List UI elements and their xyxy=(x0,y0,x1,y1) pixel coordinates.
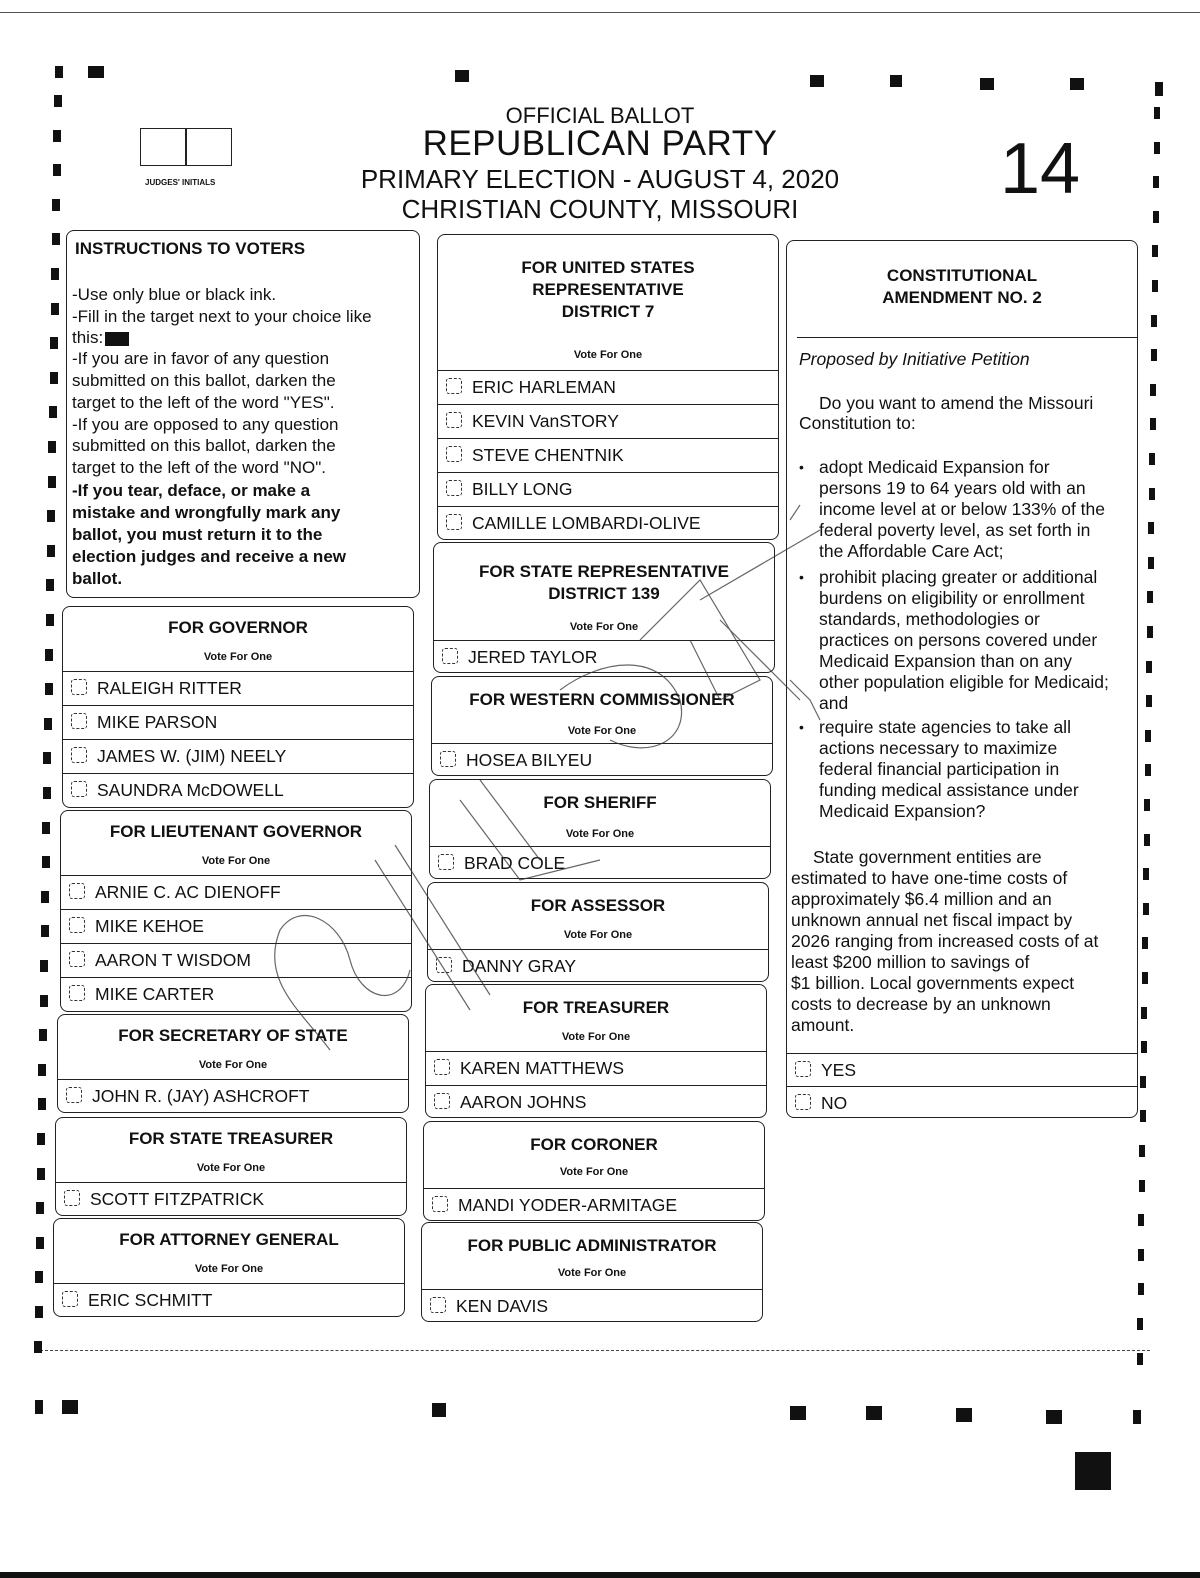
race-public-administrator xyxy=(421,1222,763,1322)
bullet-line: other population eligible for Medicaid; xyxy=(819,672,1109,692)
timing-mark xyxy=(1150,418,1156,430)
timing-mark xyxy=(52,233,60,245)
timing-mark xyxy=(51,303,59,315)
vote-target[interactable] xyxy=(71,713,87,729)
cost-line: approximately $6.4 million and an xyxy=(791,889,1052,909)
timing-mark xyxy=(47,510,55,522)
timing-mark xyxy=(1138,1214,1144,1226)
candidate-row[interactable] xyxy=(63,773,413,806)
cost-line: costs to decrease by an unknown xyxy=(791,994,1051,1014)
candidate-row[interactable] xyxy=(58,1079,408,1112)
bullet-line: Medicaid Expansion than on any xyxy=(819,651,1072,671)
candidate-name: HOSEA BILYEU xyxy=(466,750,593,770)
bullet-line: funding medical assistance under xyxy=(819,780,1079,800)
candidate-name: AARON T WISDOM xyxy=(95,950,251,970)
vote-target[interactable] xyxy=(69,985,85,1001)
instructions-box xyxy=(66,230,420,598)
vote-for-one: Vote For One xyxy=(561,1031,631,1043)
judge-initial-box-1[interactable] xyxy=(140,128,186,166)
timing-mark xyxy=(1144,799,1150,811)
timing-mark xyxy=(1153,211,1159,223)
instruction-line: target to the left of the word "YES". xyxy=(72,393,335,412)
bullet-line: income level at or below 133% of the xyxy=(819,499,1105,519)
vote-target[interactable] xyxy=(71,781,87,797)
candidate-name: MIKE CARTER xyxy=(95,984,215,1004)
office-title: FOR LIEUTENANT GOVERNOR xyxy=(109,822,363,841)
timing-mark xyxy=(1137,1318,1143,1330)
race-governor xyxy=(62,606,414,808)
vote-target[interactable] xyxy=(71,747,87,763)
instruction-line: -If you are in favor of any question xyxy=(72,349,330,368)
timing-mark xyxy=(49,406,57,418)
candidate-name: JERED TAYLOR xyxy=(468,647,598,667)
timing-mark xyxy=(1147,626,1153,638)
vote-target[interactable] xyxy=(64,1190,80,1206)
office-title: FOR STATE TREASURER xyxy=(128,1129,334,1148)
timing-mark xyxy=(51,268,59,280)
timing-mark xyxy=(35,1306,43,1318)
filled-target-example xyxy=(105,332,129,346)
vote-for-one: Vote For One xyxy=(196,1162,266,1174)
bullet-line: persons 19 to 64 years old with an xyxy=(819,478,1086,498)
candidate-row[interactable] xyxy=(63,705,413,738)
vote-target[interactable] xyxy=(62,1291,78,1307)
bullet-line: standards, methodologies or xyxy=(819,609,1040,629)
timing-mark xyxy=(1150,384,1156,396)
bullet-line: actions necessary to maximize xyxy=(819,738,1058,758)
timing-mark xyxy=(43,752,51,764)
timing-mark xyxy=(1151,315,1157,327)
timing-mark xyxy=(39,1029,47,1041)
vote-target[interactable] xyxy=(446,412,462,428)
yes-option-row[interactable] xyxy=(787,1053,1137,1086)
timing-mark xyxy=(47,545,55,557)
office-title-line: FOR UNITED STATES xyxy=(521,258,695,277)
office-title: FOR TREASURER xyxy=(522,998,670,1017)
candidate-name: JOHN R. (JAY) ASHCROFT xyxy=(92,1086,310,1106)
instruction-line: -If you tear, deface, or make a xyxy=(72,481,311,500)
timing-mark xyxy=(1152,280,1158,292)
timing-mark xyxy=(44,718,52,730)
timing-mark xyxy=(43,787,51,799)
candidate-row[interactable] xyxy=(428,949,768,982)
vote-target-yes[interactable] xyxy=(795,1061,811,1077)
race-assessor xyxy=(427,882,769,982)
race-state-treasurer xyxy=(55,1117,407,1216)
office-title: FOR ASSESSOR xyxy=(530,896,666,915)
timing-mark xyxy=(1141,1041,1147,1053)
timing-mark xyxy=(1147,591,1153,603)
candidate-name: JAMES W. (JIM) NEELY xyxy=(97,746,287,766)
vote-for-one: Vote For One xyxy=(557,1267,627,1279)
timing-mark xyxy=(1154,142,1160,154)
instruction-line: this: xyxy=(72,328,129,348)
vote-target[interactable] xyxy=(432,1196,448,1212)
vote-for-one: Vote For One xyxy=(569,621,639,633)
office-title-line: DISTRICT 7 xyxy=(561,302,655,321)
vote-for-one: Vote For One xyxy=(567,725,637,737)
candidate-row[interactable] xyxy=(61,909,411,942)
candidate-name: DANNY GRAY xyxy=(462,956,577,976)
candidate-row[interactable] xyxy=(426,1085,766,1118)
proposed-by: Proposed by Initiative Petition xyxy=(799,349,1030,369)
candidate-name: RALEIGH RITTER xyxy=(97,678,242,698)
timing-mark xyxy=(41,925,49,937)
bullet-dot: • xyxy=(799,459,804,475)
timing-mark xyxy=(1153,176,1159,188)
timing-mark xyxy=(42,856,50,868)
timing-mark xyxy=(1149,453,1155,465)
race-western-commissioner xyxy=(431,676,773,776)
vote-target[interactable] xyxy=(69,883,85,899)
timing-mark xyxy=(46,614,54,626)
cost-line: $1 billion. Local governments expect xyxy=(791,973,1075,993)
timing-mark xyxy=(1144,834,1150,846)
instruction-line: submitted on this ballot, darken the xyxy=(72,436,336,455)
office-title: FOR SHERIFF xyxy=(543,793,657,812)
timing-mark xyxy=(34,1341,42,1353)
candidate-name: KEN DAVIS xyxy=(456,1296,549,1316)
race-state-representative xyxy=(433,542,775,673)
timing-mark xyxy=(1138,1283,1144,1295)
timing-mark xyxy=(1137,1353,1143,1365)
bullet-dot: • xyxy=(799,569,804,585)
candidate-row[interactable] xyxy=(438,506,778,539)
cost-line: unknown annual net fiscal impact by xyxy=(791,910,1073,930)
office-title-line: DISTRICT 139 xyxy=(548,584,660,603)
timing-mark xyxy=(38,1064,46,1076)
cost-line: amount. xyxy=(791,1015,855,1035)
timing-mark xyxy=(1140,1076,1146,1088)
amendment-title-line: CONSTITUTIONAL xyxy=(886,266,1038,285)
office-title-line: FOR STATE REPRESENTATIVE xyxy=(479,562,729,581)
party-title: REPUBLICAN PARTY xyxy=(422,124,778,163)
candidate-row[interactable] xyxy=(438,404,778,437)
timing-mark xyxy=(42,822,50,834)
timing-mark xyxy=(1138,1249,1144,1261)
timing-mark xyxy=(38,1098,46,1110)
vote-for-one: Vote For One xyxy=(565,828,635,840)
candidate-name: STEVE CHENTNIK xyxy=(472,445,624,465)
timing-mark xyxy=(40,960,48,972)
timing-mark xyxy=(53,164,61,176)
no-option-row[interactable] xyxy=(787,1086,1137,1119)
candidate-row[interactable] xyxy=(63,739,413,772)
timing-mark xyxy=(1141,1007,1147,1019)
candidate-name: AARON JOHNS xyxy=(460,1092,587,1112)
vote-target[interactable] xyxy=(436,957,452,973)
cost-line: least $200 million to savings of xyxy=(791,952,1030,972)
candidate-row[interactable] xyxy=(426,1051,766,1084)
timing-mark xyxy=(45,649,53,661)
candidate-row[interactable] xyxy=(61,875,411,908)
scan-top-edge xyxy=(0,12,1200,13)
timing-mark xyxy=(41,891,49,903)
judges-initials-label: JUDGES' INITIALS xyxy=(145,178,216,187)
timing-mark xyxy=(1139,1145,1145,1157)
vote-target[interactable] xyxy=(434,1059,450,1075)
vote-for-one: Vote For One xyxy=(559,1166,629,1178)
candidate-name: MIKE PARSON xyxy=(97,712,218,732)
vote-target[interactable] xyxy=(438,854,454,870)
office-title: FOR PUBLIC ADMINISTRATOR xyxy=(467,1236,717,1255)
scan-bottom-edge xyxy=(0,1572,1200,1578)
timing-mark xyxy=(48,441,56,453)
timing-mark xyxy=(48,476,56,488)
race-secretary-of-state xyxy=(57,1014,409,1113)
vote-target[interactable] xyxy=(66,1087,82,1103)
timing-mark xyxy=(45,683,53,695)
timing-mark xyxy=(37,1133,45,1145)
candidate-row[interactable] xyxy=(56,1182,406,1215)
bullet-line: federal poverty level, as set forth in xyxy=(819,520,1091,540)
office-title-line: REPRESENTATIVE xyxy=(532,280,684,299)
candidate-row[interactable] xyxy=(54,1283,404,1316)
cut-line xyxy=(40,1350,1150,1351)
timing-mark xyxy=(1148,557,1154,569)
bullet-line: and xyxy=(819,693,849,713)
vote-target[interactable] xyxy=(430,1297,446,1313)
timing-mark xyxy=(50,372,58,384)
timing-mark xyxy=(1154,107,1160,119)
timing-mark xyxy=(54,95,62,107)
ballot-heading: OFFICIAL BALLOT xyxy=(505,103,695,128)
race-treasurer xyxy=(425,984,767,1118)
question-line: Do you want to amend the Missouri xyxy=(819,393,1094,413)
timing-mark xyxy=(1146,661,1152,673)
race-us-representative xyxy=(437,234,779,540)
judge-initial-box-2[interactable] xyxy=(186,128,232,166)
timing-mark xyxy=(1145,730,1151,742)
cost-line: estimated to have one-time costs of xyxy=(791,868,1068,888)
vote-target[interactable] xyxy=(446,514,462,530)
timing-mark xyxy=(52,199,60,211)
office-title: FOR ATTORNEY GENERAL xyxy=(119,1230,339,1249)
timing-mark xyxy=(1143,903,1149,915)
timing-mark xyxy=(1149,488,1155,500)
timing-mark xyxy=(1140,1110,1146,1122)
vote-target[interactable] xyxy=(69,951,85,967)
bullet-dot: • xyxy=(799,719,804,735)
candidate-name: ARNIE C. AC DIENOFF xyxy=(95,882,281,902)
candidate-row[interactable] xyxy=(438,438,778,471)
timing-mark xyxy=(1151,349,1157,361)
cost-line: State government entities are xyxy=(813,847,1042,867)
timing-mark xyxy=(35,1271,43,1283)
cost-line: 2026 ranging from increased costs of at xyxy=(791,931,1099,951)
instruction-line: target to the left of the word "NO". xyxy=(72,458,326,477)
candidate-name: ERIC SCHMITT xyxy=(88,1290,213,1310)
timing-mark xyxy=(46,579,54,591)
office-title: FOR WESTERN COMMISSIONER xyxy=(469,690,735,709)
candidate-row[interactable] xyxy=(63,671,413,704)
vote-target[interactable] xyxy=(69,917,85,933)
candidate-row[interactable] xyxy=(422,1289,762,1322)
bullet-line: prohibit placing greater or additional xyxy=(819,567,1098,587)
bullet-line: practices on persons covered under xyxy=(819,630,1098,650)
bullet-line: burdens on eligibility or enrollment xyxy=(819,588,1085,608)
ballot-number: 14 xyxy=(1000,129,1081,209)
instruction-line: -If you are opposed to any question xyxy=(72,415,339,434)
timing-mark xyxy=(36,1237,44,1249)
vote-target[interactable] xyxy=(442,648,458,664)
candidate-name: BILLY LONG xyxy=(472,479,573,499)
instruction-line: ballot, you must return it to the xyxy=(72,525,323,544)
instruction-line: submitted on this ballot, darken the xyxy=(72,371,336,390)
vote-for-one: Vote For One xyxy=(563,929,633,941)
question-line: Constitution to: xyxy=(799,413,916,433)
amendment-title-line: AMENDMENT NO. 2 xyxy=(882,288,1042,307)
race-coroner xyxy=(423,1121,765,1221)
candidate-row[interactable] xyxy=(61,943,411,976)
office-title: FOR SECRETARY OF STATE xyxy=(118,1026,348,1045)
instruction-line: -Fill in the target next to your choice like xyxy=(72,307,372,326)
timing-mark xyxy=(1146,695,1152,707)
timing-mark xyxy=(37,1168,45,1180)
vote-for-one: Vote For One xyxy=(201,855,271,867)
vote-for-one: Vote For One xyxy=(573,349,643,361)
candidate-name: SAUNDRA McDOWELL xyxy=(97,780,284,800)
candidate-name: SCOTT FITZPATRICK xyxy=(90,1189,265,1209)
amendment-divider xyxy=(797,337,1137,338)
candidate-row[interactable] xyxy=(432,743,772,776)
option-label: YES xyxy=(821,1060,857,1080)
candidate-row[interactable] xyxy=(424,1188,764,1221)
candidate-row[interactable] xyxy=(438,472,778,505)
instruction-line: election judges and receive a new xyxy=(72,547,346,566)
timing-mark xyxy=(1143,868,1149,880)
office-title: FOR CORONER xyxy=(530,1135,658,1154)
candidate-name: MANDI YODER-ARMITAGE xyxy=(458,1195,678,1215)
amendment-box xyxy=(786,240,1138,1118)
bullet-line: Medicaid Expansion? xyxy=(819,801,986,821)
race-lieutenant-governor xyxy=(60,810,412,1012)
candidate-row[interactable] xyxy=(61,977,411,1010)
vote-for-one: Vote For One xyxy=(194,1263,264,1275)
vote-target[interactable] xyxy=(446,446,462,462)
race-attorney-general xyxy=(53,1218,405,1317)
timing-mark xyxy=(36,1202,44,1214)
county-title: CHRISTIAN COUNTY, MISSOURI xyxy=(401,194,799,224)
vote-target[interactable] xyxy=(446,378,462,394)
vote-target[interactable] xyxy=(71,679,87,695)
vote-target-no[interactable] xyxy=(795,1094,811,1110)
vote-for-one: Vote For One xyxy=(203,651,273,663)
timing-mark xyxy=(1142,972,1148,984)
instructions-title: INSTRUCTIONS TO VOTERS xyxy=(75,239,306,258)
candidate-name: BRAD COLE xyxy=(464,853,566,873)
timing-mark xyxy=(1139,1180,1145,1192)
vote-target[interactable] xyxy=(446,480,462,496)
bullet-line: the Affordable Care Act; xyxy=(819,541,1004,561)
vote-target[interactable] xyxy=(440,751,456,767)
office-title: FOR GOVERNOR xyxy=(168,618,308,637)
bullet-line: federal financial participation in xyxy=(819,759,1060,779)
vote-for-one: Vote For One xyxy=(198,1059,268,1071)
candidate-row[interactable] xyxy=(430,846,770,879)
election-title: PRIMARY ELECTION - AUGUST 4, 2020 xyxy=(360,164,840,194)
vote-target[interactable] xyxy=(434,1093,450,1109)
option-label: NO xyxy=(821,1093,848,1113)
candidate-name: KEVIN VanSTORY xyxy=(472,411,619,431)
instruction-line: ballot. xyxy=(72,569,123,588)
instruction-line: -Use only blue or black ink. xyxy=(72,285,277,304)
timing-mark xyxy=(1148,522,1154,534)
candidate-name: CAMILLE LOMBARDI-OLIVE xyxy=(472,513,701,533)
candidate-row[interactable] xyxy=(438,370,778,403)
instruction-line: mistake and wrongfully mark any xyxy=(72,503,341,522)
timing-mark xyxy=(1152,245,1158,257)
candidate-name: ERIC HARLEMAN xyxy=(472,377,616,397)
bullet-line: require state agencies to take all xyxy=(819,717,1071,737)
timing-mark xyxy=(50,337,58,349)
candidate-name: MIKE KEHOE xyxy=(95,916,204,936)
timing-mark xyxy=(1142,937,1148,949)
timing-mark xyxy=(53,130,61,142)
timing-mark xyxy=(1145,764,1151,776)
candidate-row[interactable] xyxy=(434,640,774,673)
race-sheriff xyxy=(429,779,771,879)
bullet-line: adopt Medicaid Expansion for xyxy=(819,457,1050,477)
timing-mark xyxy=(40,995,48,1007)
candidate-name: KAREN MATTHEWS xyxy=(460,1058,624,1078)
